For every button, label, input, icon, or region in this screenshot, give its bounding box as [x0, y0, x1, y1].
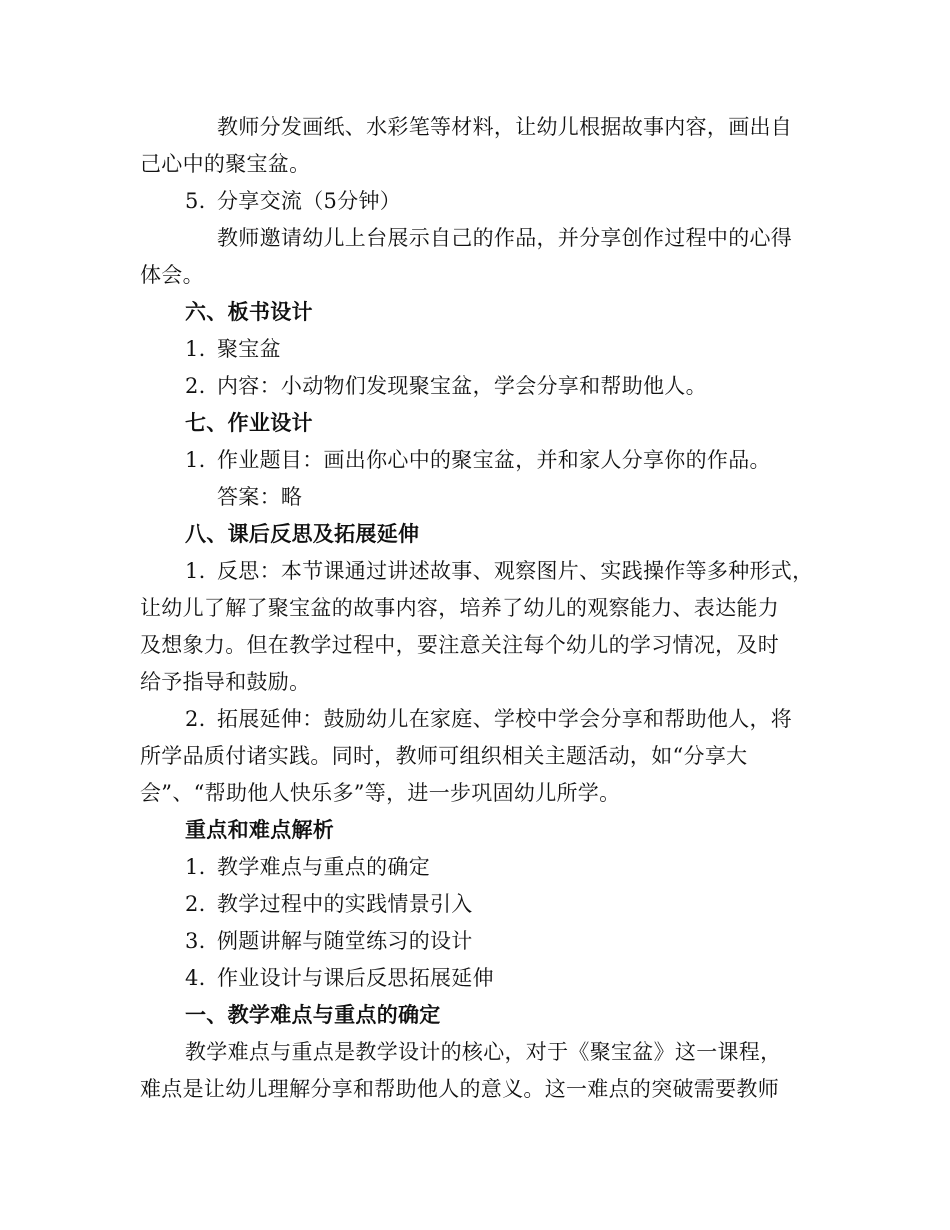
paragraph-line: 教学难点与重点是教学设计的核心，对于《聚宝盆》这一课程， [185, 1040, 782, 1064]
list-item [185, 371, 707, 401]
list-text: 作业题目：画出你心中的聚宝盆，并和家人分享你的作品。 [217, 448, 771, 472]
paragraph-line: 及想象力。但在教学过程中，要注意关注每个幼儿的学习情况，及时 [140, 633, 779, 657]
paragraph-line: 教师邀请幼儿上台展示自己的作品，并分享创作过程中的心得 [217, 226, 793, 250]
list-number: 1. [185, 559, 206, 583]
list-number: 1. [185, 448, 206, 472]
list-item [185, 445, 771, 475]
paragraph-line: 教师分发画纸、水彩笔等材料，让幼儿根据故事内容，画出自 [217, 115, 793, 139]
list-number: 5. [185, 189, 206, 213]
list-item [185, 926, 473, 956]
list-item [185, 334, 281, 364]
paragraph-line: 会”、“帮助他人快乐多”等，进一步巩固幼儿所学。 [140, 781, 621, 805]
section-heading-key-points: 一、教学难点与重点的确定 [185, 1002, 441, 1027]
list-item [185, 704, 792, 734]
list-text: 反思：本节课通过讲述故事、观察图片、实践操作等多种形式， [217, 559, 814, 583]
paragraph-line: 给予指导和鼓励。 [140, 670, 311, 694]
list-item [185, 852, 430, 882]
list-number: 2. [185, 892, 206, 916]
section-heading-homework: 七、作业设计 [185, 410, 313, 435]
list-item [185, 963, 494, 993]
list-item [185, 556, 813, 586]
section-heading-board-design: 六、板书设计 [185, 299, 313, 324]
section-heading-reflection: 八、课后反思及拓展延伸 [185, 521, 420, 546]
list-text: 聚宝盆 [217, 337, 281, 361]
list-text: 拓展延伸：鼓励幼儿在家庭、学校中学会分享和帮助他人，将 [217, 707, 793, 731]
list-text: 作业设计与课后反思拓展延伸 [217, 966, 494, 990]
list-text: 分享交流（5分钟） [217, 189, 402, 213]
list-item [185, 889, 473, 919]
homework-answer: 答案：略 [217, 485, 303, 509]
list-number: 1. [185, 337, 206, 361]
paragraph-line: 让幼儿了解了聚宝盆的故事内容，培养了幼儿的观察能力、表达能力 [140, 596, 779, 620]
list-text: 内容：小动物们发现聚宝盆，学会分享和帮助他人。 [217, 374, 707, 398]
list-number: 2. [185, 707, 206, 731]
list-number: 2. [185, 374, 206, 398]
step-5-title [185, 186, 401, 216]
paragraph-line: 体会。 [140, 263, 204, 287]
paragraph-line: 难点是让幼儿理解分享和帮助他人的意义。这一难点的突破需要教师 [140, 1077, 779, 1101]
paragraph-line: 所学品质付诸实践。同时，教师可组织相关主题活动，如“分享大 [140, 744, 748, 768]
list-number: 4. [185, 966, 206, 990]
list-number: 3. [185, 929, 206, 953]
list-text: 教学过程中的实践情景引入 [217, 892, 473, 916]
section-heading-analysis: 重点和难点解析 [185, 817, 335, 842]
list-text: 教学难点与重点的确定 [217, 855, 430, 879]
paragraph-line: 己心中的聚宝盆。 [140, 152, 311, 176]
list-number: 1. [185, 855, 206, 879]
list-text: 例题讲解与随堂练习的设计 [217, 929, 473, 953]
